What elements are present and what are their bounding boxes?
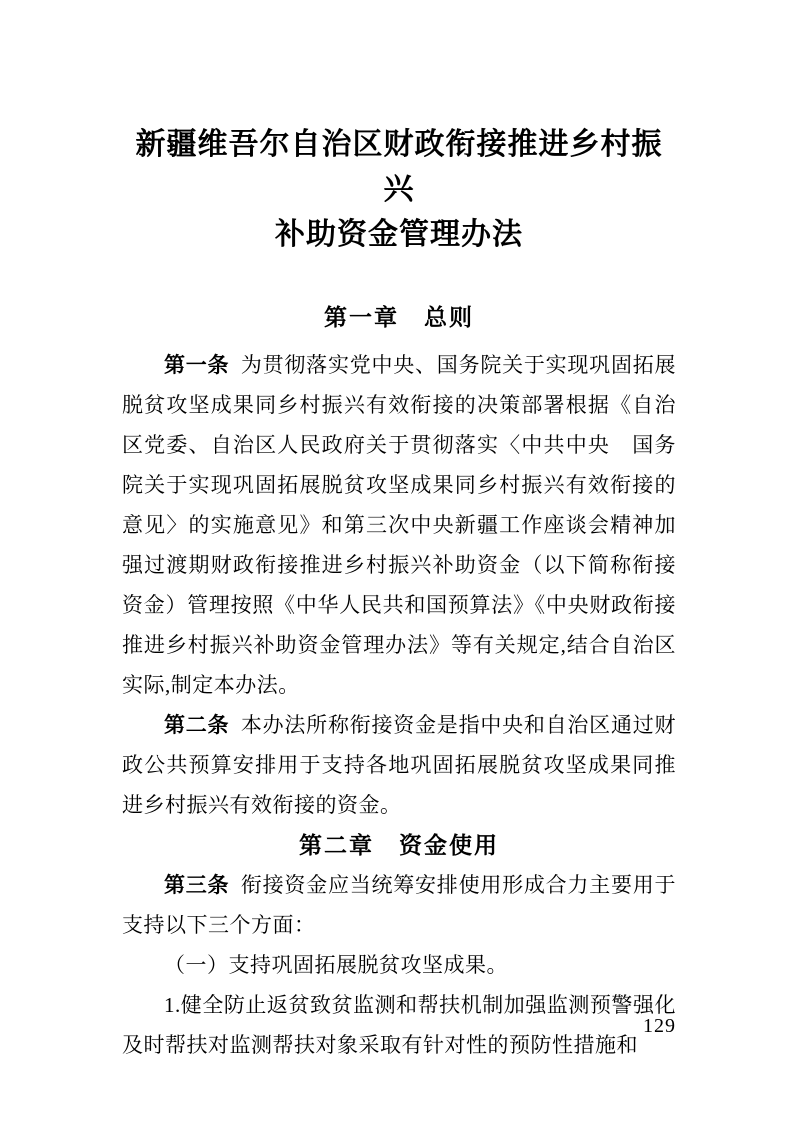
chapter-heading-2: 第二章 资金使用 xyxy=(299,832,499,858)
document-title-line2: 补助资金管理办法 xyxy=(275,218,523,251)
article-paragraph-3 xyxy=(122,865,676,945)
document-title-line1: 新疆维吾尔自治区财政衔接推进乡村振兴 xyxy=(135,128,663,206)
numbered-item-paragraph: 1.健全防止返贫致贫监测和帮扶机制加强监测预警强化及时帮扶对监测帮扶对象采取有针对性的预防性措施和 xyxy=(122,993,676,1057)
document-content xyxy=(122,0,676,1065)
article-text-1: 为贯彻落实党中央、国务院关于实现巩固拓展脱贫攻坚成果同乡村振兴有效衔接的决策部署根据《自治区党委、自治区人民政府关于贯彻落实〈中共中央 国务院关于实现巩固拓展脱贫攻坚成果同乡村振兴有效衔接的意见〉的实施意见》和第三次中央新疆工作座谈会精神加强过渡期财政衔接推进乡村振兴补助资金（以下简称衔接资金）管理按照《中华人民共和国预算法》《中央财政衔接推进乡村振兴补助资金管理办法》等有关规定,结合自治区实际,制定本办法。 xyxy=(122,353,676,697)
list-item-paragraph: （一）支持巩固拓展脱贫攻坚成果。 xyxy=(164,953,508,977)
article-lead-2: 第二条 xyxy=(164,713,230,737)
page-number: 129 xyxy=(643,1015,676,1037)
article-text-2: 本办法所称衔接资金是指中央和自治区通过财政公共预算安排用于支持各地巩固拓展脱贫攻坚成果同推进乡村振兴有效衔接的资金。 xyxy=(122,713,676,817)
article-paragraph-1 xyxy=(122,345,676,705)
document-title xyxy=(122,122,676,257)
article-text-3: 衔接资金应当统筹安排使用形成合力主要用于支持以下三个方面： xyxy=(122,873,676,937)
article-lead-1: 第一条 xyxy=(164,353,230,377)
chapter-heading-1: 第一章 总则 xyxy=(324,304,474,330)
article-paragraph-2 xyxy=(122,705,676,825)
article-lead-3: 第三条 xyxy=(164,873,230,897)
